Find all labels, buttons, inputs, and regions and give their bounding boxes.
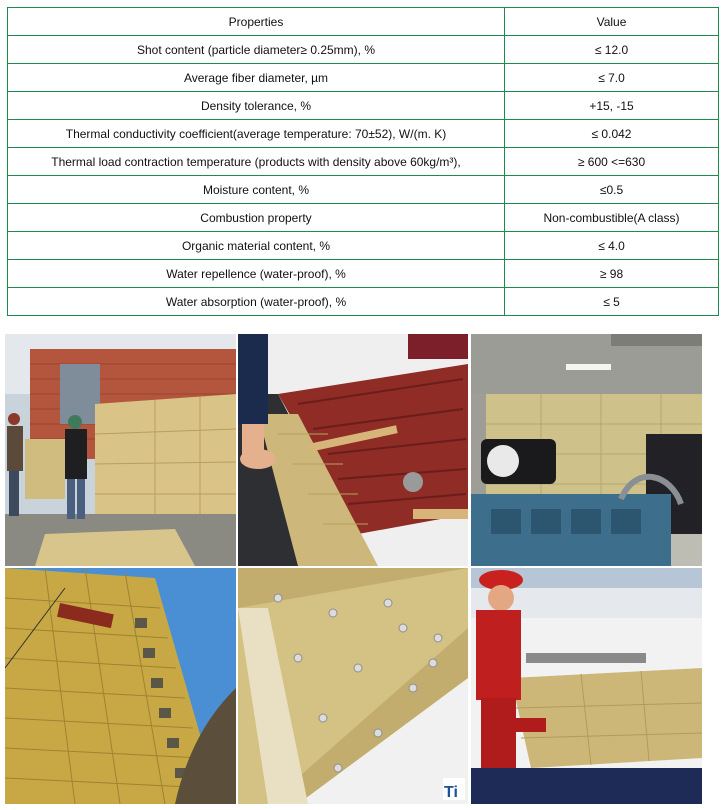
value-cell: +15, -15 bbox=[505, 92, 719, 120]
value-cell: ≥ 98 bbox=[505, 260, 719, 288]
property-cell: Shot content (particle diameter≥ 0.25mm), % bbox=[8, 36, 505, 64]
value-cell: ≤0.5 bbox=[505, 176, 719, 204]
value-cell: Non-combustible(A class) bbox=[505, 204, 719, 232]
table-row bbox=[8, 288, 719, 316]
table-row bbox=[8, 260, 719, 288]
table-header-row bbox=[8, 8, 719, 36]
header-properties: Properties bbox=[8, 8, 505, 36]
photo-roof-insulation bbox=[238, 334, 468, 566]
brand-logo: Ti bbox=[444, 784, 458, 801]
table-row bbox=[8, 36, 719, 64]
property-cell: Average fiber diameter, µm bbox=[8, 64, 505, 92]
photo-grid bbox=[5, 334, 702, 804]
value-cell: ≤ 5 bbox=[505, 288, 719, 316]
table-row bbox=[8, 176, 719, 204]
property-cell: Water absorption (water-proof), % bbox=[8, 288, 505, 316]
property-cell: Water repellence (water-proof), % bbox=[8, 260, 505, 288]
property-cell: Organic material content, % bbox=[8, 232, 505, 260]
header-value: Value bbox=[505, 8, 719, 36]
table-row bbox=[8, 148, 719, 176]
property-cell: Combustion property bbox=[8, 204, 505, 232]
property-cell: Moisture content, % bbox=[8, 176, 505, 204]
table-row bbox=[8, 92, 719, 120]
property-cell: Thermal conductivity coefficient(average temperature: 70±52), W/(m. K) bbox=[8, 120, 505, 148]
table-row bbox=[8, 64, 719, 92]
photo-board-fasteners bbox=[238, 568, 468, 804]
property-cell: Density tolerance, % bbox=[8, 92, 505, 120]
value-cell: ≥ 600 <=630 bbox=[505, 148, 719, 176]
photo-flat-roof bbox=[471, 568, 702, 804]
table-row bbox=[8, 120, 719, 148]
photo-wall-insulation bbox=[5, 334, 236, 566]
value-cell: ≤ 0.042 bbox=[505, 120, 719, 148]
value-cell: ≤ 7.0 bbox=[505, 64, 719, 92]
photo-generator-room bbox=[471, 334, 702, 566]
properties-table bbox=[7, 7, 719, 316]
photo-high-rise bbox=[5, 568, 236, 804]
value-cell: ≤ 4.0 bbox=[505, 232, 719, 260]
property-cell: Thermal load contraction temperature (products with density above 60kg/m³), bbox=[8, 148, 505, 176]
table-row bbox=[8, 204, 719, 232]
table-row bbox=[8, 232, 719, 260]
value-cell: ≤ 12.0 bbox=[505, 36, 719, 64]
